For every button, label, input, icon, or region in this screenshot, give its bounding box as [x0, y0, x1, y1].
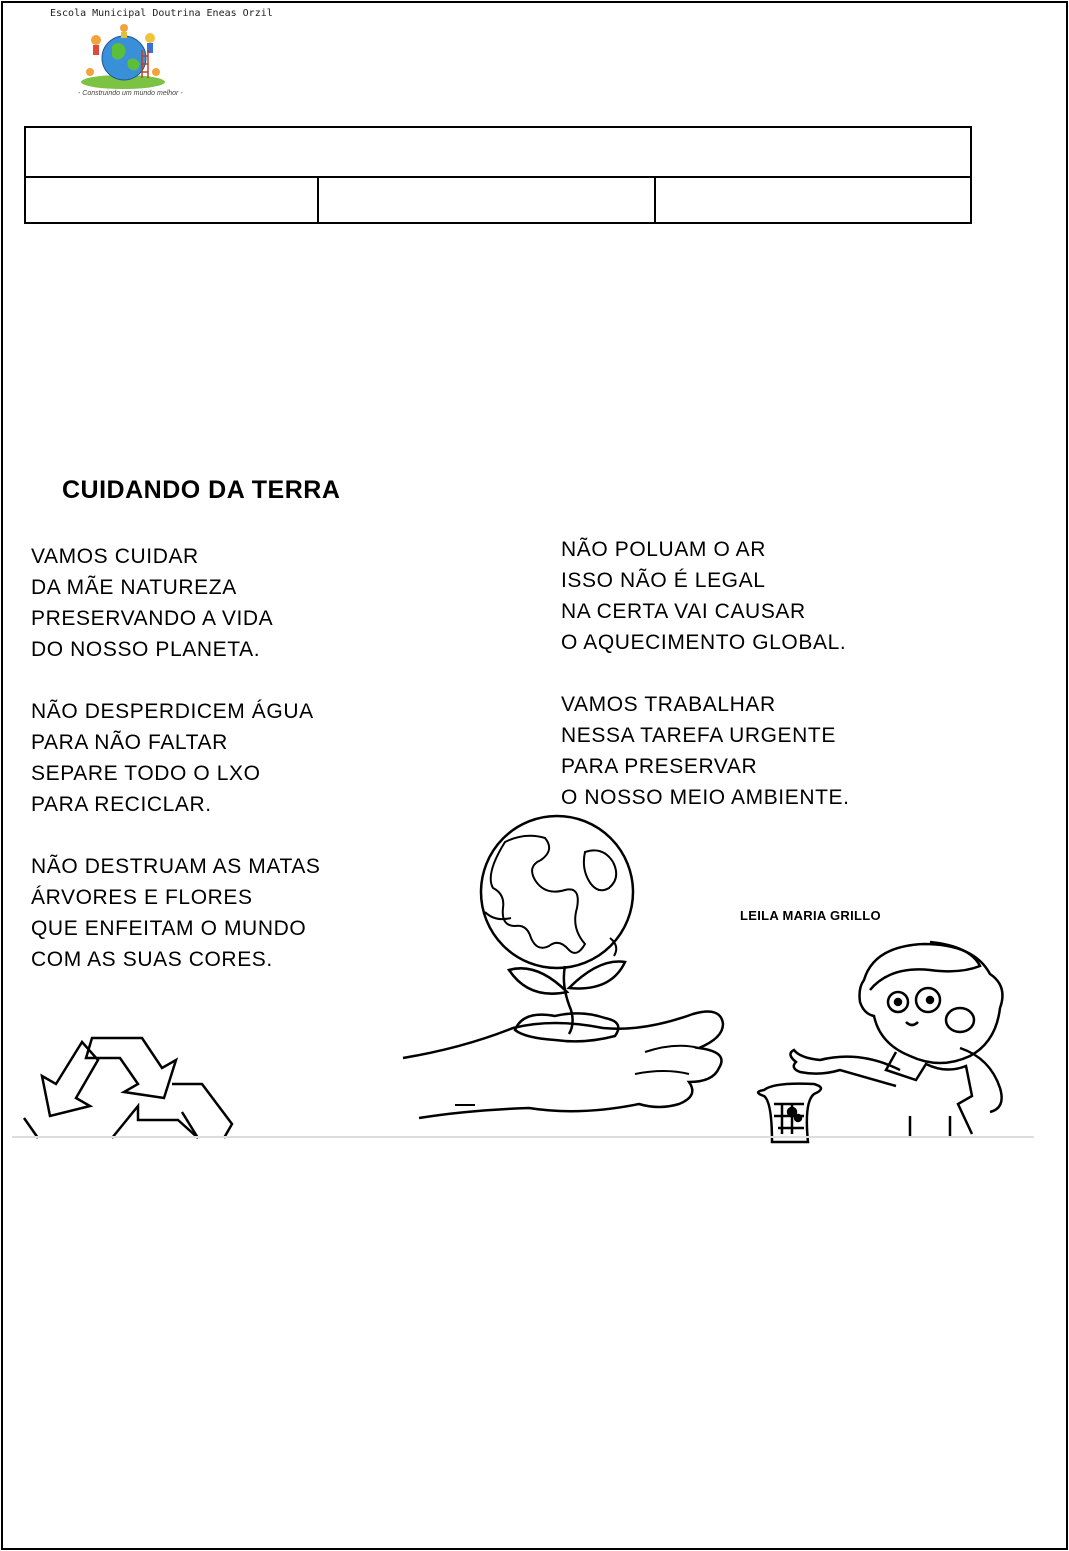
student-name-field[interactable]: [26, 128, 970, 178]
school-logo-globe-icon: [78, 20, 168, 90]
child-recycling-icon: [760, 940, 1036, 1138]
poem-line: NESSA TAREFA URGENTE: [561, 724, 836, 747]
poem-line: O NOSSO MEIO AMBIENTE.: [561, 786, 850, 809]
poem-line: SEPARE TODO O LXO: [31, 762, 261, 785]
poem-line: NA CERTA VAI CAUSAR: [561, 600, 806, 623]
info-field-2[interactable]: [319, 178, 656, 222]
poem-line: DA MÃE NATUREZA: [31, 576, 237, 599]
stanza-3: [31, 851, 321, 975]
poem-line: VAMOS CUIDAR: [31, 545, 199, 568]
poem-line: NÃO POLUAM O AR: [561, 538, 767, 561]
stanza-4: [561, 534, 846, 658]
stanza-1: [31, 541, 273, 665]
poem-line: QUE ENFEITAM O MUNDO: [31, 917, 307, 940]
school-logo: [50, 6, 273, 102]
recycle-icon: [22, 1034, 244, 1138]
poem-author: LEILA MARIA GRILLO: [740, 908, 881, 923]
poem-line: NÃO DESTRUAM AS MATAS: [31, 855, 321, 878]
school-slogan: - Construindo um mundo melhor -: [78, 90, 183, 97]
student-info-table: [24, 126, 972, 224]
info-field-1[interactable]: [26, 178, 319, 222]
globe-in-hand-icon: [395, 812, 740, 1122]
poem-line: VAMOS TRABALHAR: [561, 693, 776, 716]
poem-title: CUIDANDO DA TERRA: [62, 476, 341, 504]
info-field-3[interactable]: [657, 178, 970, 222]
poem-line: O AQUECIMENTO GLOBAL.: [561, 631, 847, 654]
poem-line: COM AS SUAS CORES.: [31, 948, 273, 971]
poem-line: NÃO DESPERDICEM ÁGUA: [31, 700, 314, 723]
poem-line: DO NOSSO PLANETA.: [31, 638, 261, 661]
poem-line: PARA RECICLAR.: [31, 793, 212, 816]
illustration-bottom-edge: [12, 1136, 1034, 1138]
poem-line: PRESERVANDO A VIDA: [31, 607, 274, 630]
school-name: Escola Municipal Doutrina Eneas Orzil: [50, 8, 273, 19]
stanza-2: [31, 696, 314, 820]
poem-line: PARA PRESERVAR: [561, 755, 758, 778]
poem-line: PARA NÃO FALTAR: [31, 731, 228, 754]
poem-line: ÁRVORES E FLORES: [31, 886, 253, 909]
poem-line: ISSO NÃO É LEGAL: [561, 569, 766, 592]
stanza-5: [561, 689, 850, 813]
